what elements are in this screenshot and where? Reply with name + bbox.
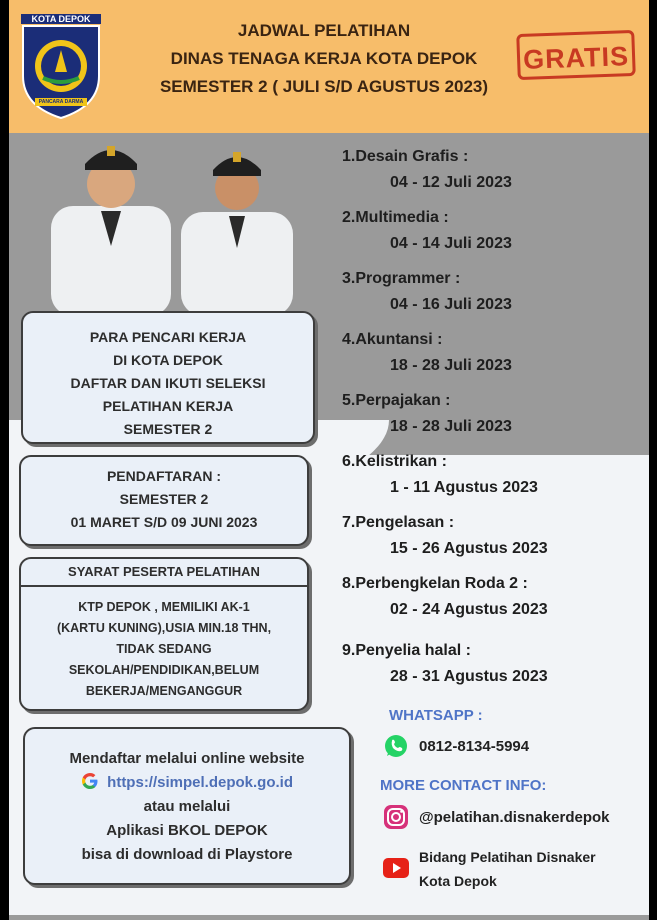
schedule-item xyxy=(342,388,642,449)
whatsapp-label: WHATSAPP : xyxy=(389,707,483,724)
schedule-item xyxy=(342,638,642,699)
youtube-line-1: Bidang Pelatihan Disnaker xyxy=(419,849,596,865)
course-name: 6.Kelistrikan : xyxy=(342,453,447,470)
schedule-item xyxy=(342,510,642,571)
course-date: 02 - 24 Agustus 2023 xyxy=(390,601,548,618)
register-url-row xyxy=(25,771,349,795)
course-date: 18 - 28 Juli 2023 xyxy=(390,418,512,435)
course-date: 1 - 11 Agustus 2023 xyxy=(390,479,538,496)
poster xyxy=(9,0,649,920)
info-line: DAFTAR DAN IKUTI SELEKSI xyxy=(70,375,266,391)
info-line: PARA PENCARI KERJA xyxy=(89,329,247,345)
more-contact-label: MORE CONTACT INFO: xyxy=(380,777,547,794)
course-name: 8.Perbengkelan Roda 2 : xyxy=(342,575,528,592)
instagram-handle: @pelatihan.disnakerdepok xyxy=(419,808,610,826)
course-name: 1.Desain Grafis : xyxy=(342,148,469,165)
whatsapp-row[interactable] xyxy=(383,733,529,759)
online-registration-box xyxy=(23,727,351,885)
requirement-line: SEKOLAH/PENDIDIKAN,BELUM xyxy=(68,663,260,677)
youtube-channel xyxy=(419,845,596,893)
header-band xyxy=(9,0,649,133)
register-url-link[interactable]: https://simpel.depok.go.id xyxy=(107,774,293,791)
info-line: SEMESTER 2 xyxy=(123,421,213,437)
register-line-4: Aplikasi BKOL DEPOK xyxy=(106,822,268,839)
course-date: 18 - 28 Juli 2023 xyxy=(390,357,512,374)
google-icon xyxy=(81,772,99,790)
youtube-line-2: Kota Depok xyxy=(419,873,497,889)
schedule-item xyxy=(342,571,642,638)
job-seekers-box xyxy=(21,311,315,444)
requirement-line: BEKERJA/MENGANGGUR xyxy=(85,684,243,698)
logo-title: KOTA DEPOK xyxy=(21,14,101,24)
schedule-item xyxy=(342,144,642,205)
requirement-line: (KARTU KUNING),USIA MIN.18 THN, xyxy=(56,621,272,635)
course-name: 4.Akuntansi : xyxy=(342,331,443,348)
course-date: 04 - 14 Juli 2023 xyxy=(390,235,512,252)
course-date: 04 - 12 Juli 2023 xyxy=(390,174,512,191)
requirements-title: SYARAT PESERTA PELATIHAN xyxy=(21,559,307,587)
registration-box xyxy=(19,455,309,546)
title-line-3: SEMESTER 2 ( JULI S/D AGUSTUS 2023) xyxy=(159,77,489,96)
registration-line: PENDAFTARAN : xyxy=(106,468,222,484)
title-line-1: JADWAL PELATIHAN xyxy=(237,21,411,40)
schedule-item xyxy=(342,266,642,327)
course-name: 7.Pengelasan : xyxy=(342,514,455,531)
officials-photo xyxy=(39,136,299,316)
instagram-icon xyxy=(383,804,409,830)
schedule-item xyxy=(342,449,642,510)
schedule-item xyxy=(342,205,642,266)
course-date: 15 - 26 Agustus 2023 xyxy=(390,540,548,557)
training-schedule xyxy=(342,144,642,699)
poster-title xyxy=(124,17,524,101)
course-name: 9.Penyelia halal : xyxy=(342,642,471,659)
course-date: 04 - 16 Juli 2023 xyxy=(390,296,512,313)
logo-motto: PANCARA DARMA xyxy=(38,99,84,105)
youtube-row[interactable] xyxy=(383,845,596,893)
info-line: PELATIHAN KERJA xyxy=(102,398,234,414)
register-line-5: bisa di download di Playstore xyxy=(81,846,293,863)
city-logo xyxy=(21,14,101,120)
registration-line: SEMESTER 2 xyxy=(119,491,209,507)
register-line-1: Mendaftar melalui online website xyxy=(69,750,305,767)
whatsapp-number: 0812-8134-5994 xyxy=(419,737,530,755)
whatsapp-icon xyxy=(383,733,409,759)
requirements-box xyxy=(19,557,309,711)
register-line-3: atau melalui xyxy=(143,798,231,815)
course-name: 3.Programmer : xyxy=(342,270,461,287)
requirement-line: KTP DEPOK , MEMILIKI AK-1 xyxy=(78,600,250,614)
info-line: DI KOTA DEPOK xyxy=(113,352,223,368)
youtube-icon xyxy=(383,855,409,881)
course-date: 28 - 31 Agustus 2023 xyxy=(390,668,548,685)
registration-line: 01 MARET S/D 09 JUNI 2023 xyxy=(70,514,258,530)
requirements-text xyxy=(21,587,307,702)
instagram-row[interactable] xyxy=(383,804,610,830)
course-name: 2.Multimedia : xyxy=(342,209,449,226)
gratis-stamp: GRATIS xyxy=(516,30,636,80)
schedule-item xyxy=(342,327,642,388)
requirement-line: TIDAK SEDANG xyxy=(116,642,212,656)
course-name: 5.Perpajakan : xyxy=(342,392,451,409)
title-line-2: DINAS TENAGA KERJA KOTA DEPOK xyxy=(170,49,478,68)
